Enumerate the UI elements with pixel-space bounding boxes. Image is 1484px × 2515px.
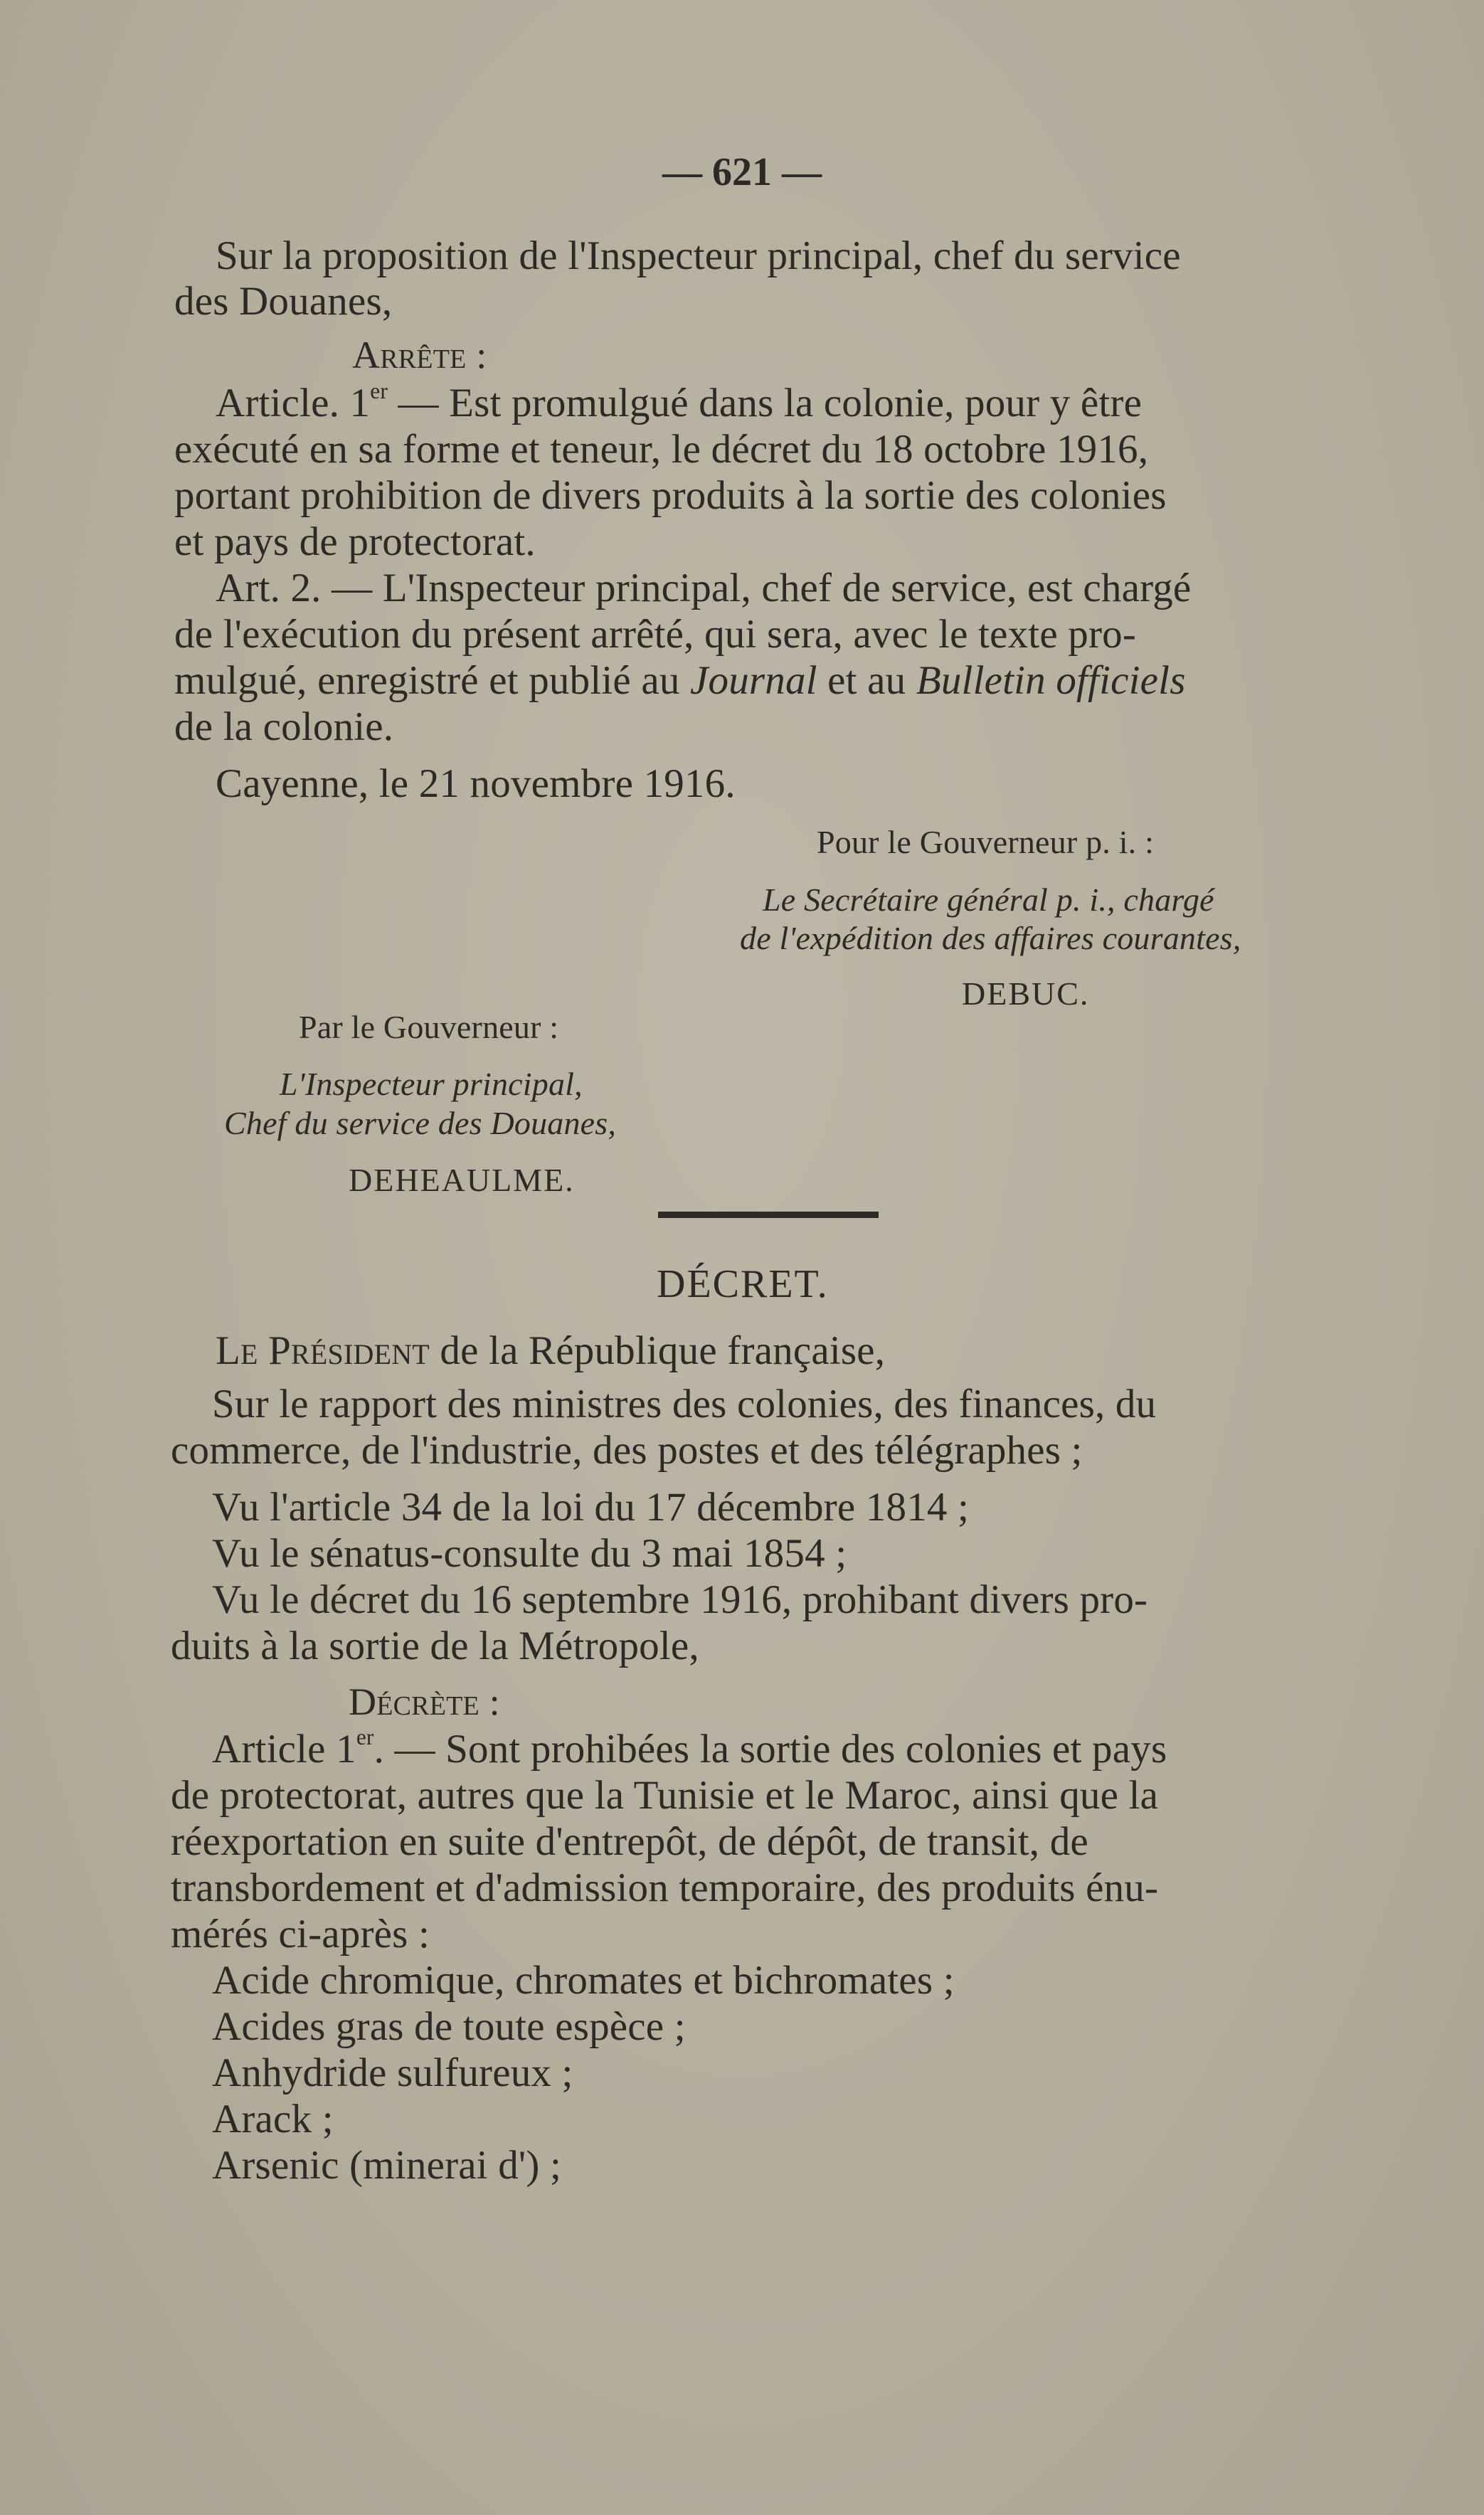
article-2-text-a: mulgué, enregistré et publié au [174, 658, 690, 703]
decret-article-1-line-1 [212, 1724, 1167, 1772]
decret-line-1 [216, 1328, 885, 1374]
decret-line-6: Vu le décret du 16 septembre 1916, prohibant divers pro- [212, 1577, 1148, 1622]
decret-line-5: Vu le sénatus-consulte du 3 mai 1854 ; [212, 1531, 847, 1576]
sig-right-line-3: de l'expédition des affaires courantes, [740, 920, 1241, 956]
article-2-line-4: de la colonie. [174, 704, 394, 749]
sig-right-line-2: Le Secrétaire général p. i., chargé [763, 881, 1214, 918]
list-item: Acides gras de toute espèce ; [212, 2004, 686, 2049]
decret-article-1-text: . — Sont prohibées la sortie des colonies et pays [373, 1727, 1167, 1772]
section-divider [658, 1212, 879, 1218]
decret-line-4: Vu l'article 34 de la loi du 17 décembre 1814 ; [212, 1485, 970, 1530]
arrete-heading: Arrête : [352, 334, 487, 376]
article-1-line-1 [216, 378, 1143, 426]
decret-line-1-text: de la République française, [429, 1328, 886, 1373]
sig-left-line-2: L'Inspecteur principal, [280, 1066, 583, 1102]
sig-left-name: DEHEAULME. [349, 1162, 575, 1198]
decret-line-7: duits à la sortie de la Métropole, [171, 1624, 699, 1668]
date-line: Cayenne, le 21 novembre 1916. [216, 761, 736, 806]
list-item: Arack ; [212, 2097, 334, 2141]
decret-article-1-line-5: mérés ci-après : [171, 1912, 430, 1957]
article-1-sup: er [370, 378, 388, 403]
article-2-line-2: de l'exécution du présent arrêté, qui sera, avec le texte pro- [174, 612, 1137, 657]
decret-line-3: commerce, de l'industrie, des postes et des télégraphes ; [171, 1428, 1083, 1473]
sig-right-name: DEBUC. [962, 975, 1090, 1012]
decret-article-1-line-4: transbordement et d'admission temporaire, des produits énu- [171, 1865, 1159, 1910]
list-item: Arsenic (minerai d') ; [212, 2143, 562, 2188]
sig-left-line-3: Chef du service des Douanes, [224, 1105, 617, 1141]
decret-line-2: Sur le rapport des ministres des colonies, des finances, du [212, 1382, 1157, 1426]
decret-title: DÉCRET. [657, 1262, 829, 1306]
article-1-line-4: et pays de protectorat. [174, 519, 536, 564]
article-1-line-2: exécuté en sa forme et teneur, le décret du 18 octobre 1916, [174, 427, 1149, 472]
article-2-line-3 [174, 658, 1186, 704]
president-small-caps: Le Président [216, 1328, 430, 1373]
article-1-label: Article. 1 [216, 381, 371, 425]
article-2-line-1: Art. 2. — L'Inspecteur principal, chef de service, est chargé [216, 566, 1192, 610]
journal-italic: Journal [690, 658, 817, 703]
list-item: Acide chromique, chromates et bichromates ; [212, 1958, 955, 2003]
article-1-line-3: portant prohibition de divers produits à la sortie des colonies [174, 473, 1167, 518]
arrete-line-2: des Douanes, [174, 279, 393, 324]
sig-left-line-1: Par le Gouverneur : [299, 1009, 559, 1045]
decret-article-1-line-3: réexportation en suite d'entrepôt, de dépôt, de transit, de [171, 1819, 1088, 1864]
article-2-text-b: et au [817, 658, 916, 703]
sig-right-line-1: Pour le Gouverneur p. i. : [817, 824, 1155, 860]
decret-article-1-line-2: de protectorat, autres que la Tunisie et le Maroc, ainsi que la [171, 1773, 1159, 1818]
decret-article-1-sup: er [356, 1724, 374, 1749]
page-number: — 621 — [662, 150, 822, 194]
arrete-line-1: Sur la proposition de l'Inspecteur principal, chef du service [216, 233, 1181, 278]
article-1-text: — Est promulgué dans la colonie, pour y être [388, 381, 1143, 425]
decret-heading: Décrète : [349, 1680, 500, 1723]
list-item: Anhydride sulfureux ; [212, 2050, 573, 2095]
bulletin-italic: Bulletin officiels [916, 658, 1186, 703]
decret-article-1-label: Article 1 [212, 1727, 356, 1772]
